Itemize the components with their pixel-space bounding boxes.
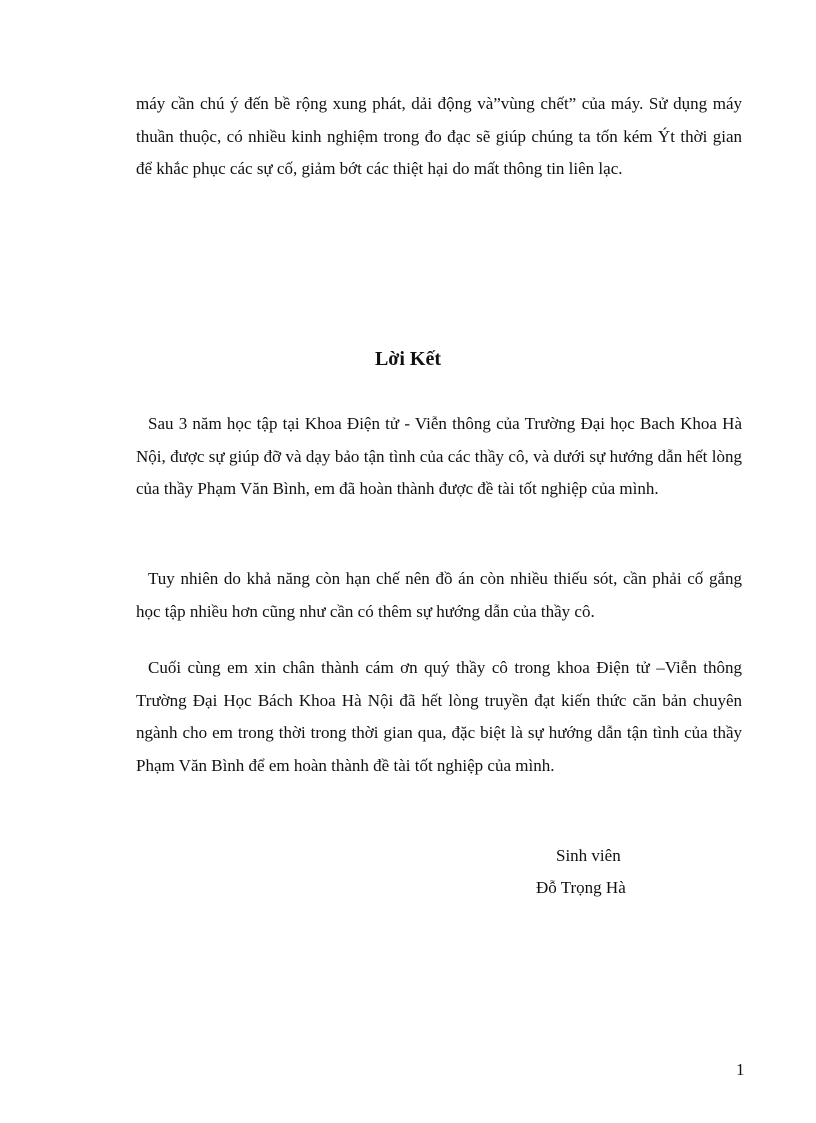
paragraph-limitations: Tuy nhiên do khả năng còn hạn chế nên đồ án còn nhiều thiếu sót, cần phải cố gắng học tập nhiều hơn cũng như cần có thêm sự hướng dẫn của thầy cô. xyxy=(136,569,742,621)
signature-name: Đỗ Trọng Hà xyxy=(536,878,626,897)
paragraph-acknowledgement-intro: Sau 3 năm học tập tại Khoa Điện tử - Viễn thông của Trường Đại học Bach Khoa Hà Nội, được sự giúp đỡ và dạy bảo tận tình của các thầy cô, và dưới sự hướng dẫn hết lòng của thầy Phạm Văn Bình, em đã hoàn thành được đề tài tốt nghiệp của mình. xyxy=(136,414,742,498)
intro-paragraph: máy cần chú ý đến bề rộng xung phát, dải động và”vùng chết” của máy. Sử dụng máy thuần thuộc, có nhiều kinh nghiệm trong đo đạc sẽ giúp chúng ta tốn kém Ýt thời gian để khắc phục các sự cố, giảm bớt các thiệt hại do mất thông tin liên lạc. xyxy=(136,94,742,178)
page-number: 1 xyxy=(736,1060,745,1079)
signature-role: Sinh viên xyxy=(556,846,621,865)
paragraph-thanks: Cuối cùng em xin chân thành cám ơn quý thầy cô trong khoa Điện tử –Viễn thông Trường Đại Học Bách Khoa Hà Nội đã hết lòng truyền đạt kiến thức căn bản chuyên ngành cho em trong thời trong thời gian qua, đặc biệt là sự hướng dẫn tận tình của thầy Phạm Văn Bình để em hoàn thành đề tài tốt nghiệp của mình. xyxy=(136,658,742,775)
section-title: Lời Kết xyxy=(374,348,442,370)
